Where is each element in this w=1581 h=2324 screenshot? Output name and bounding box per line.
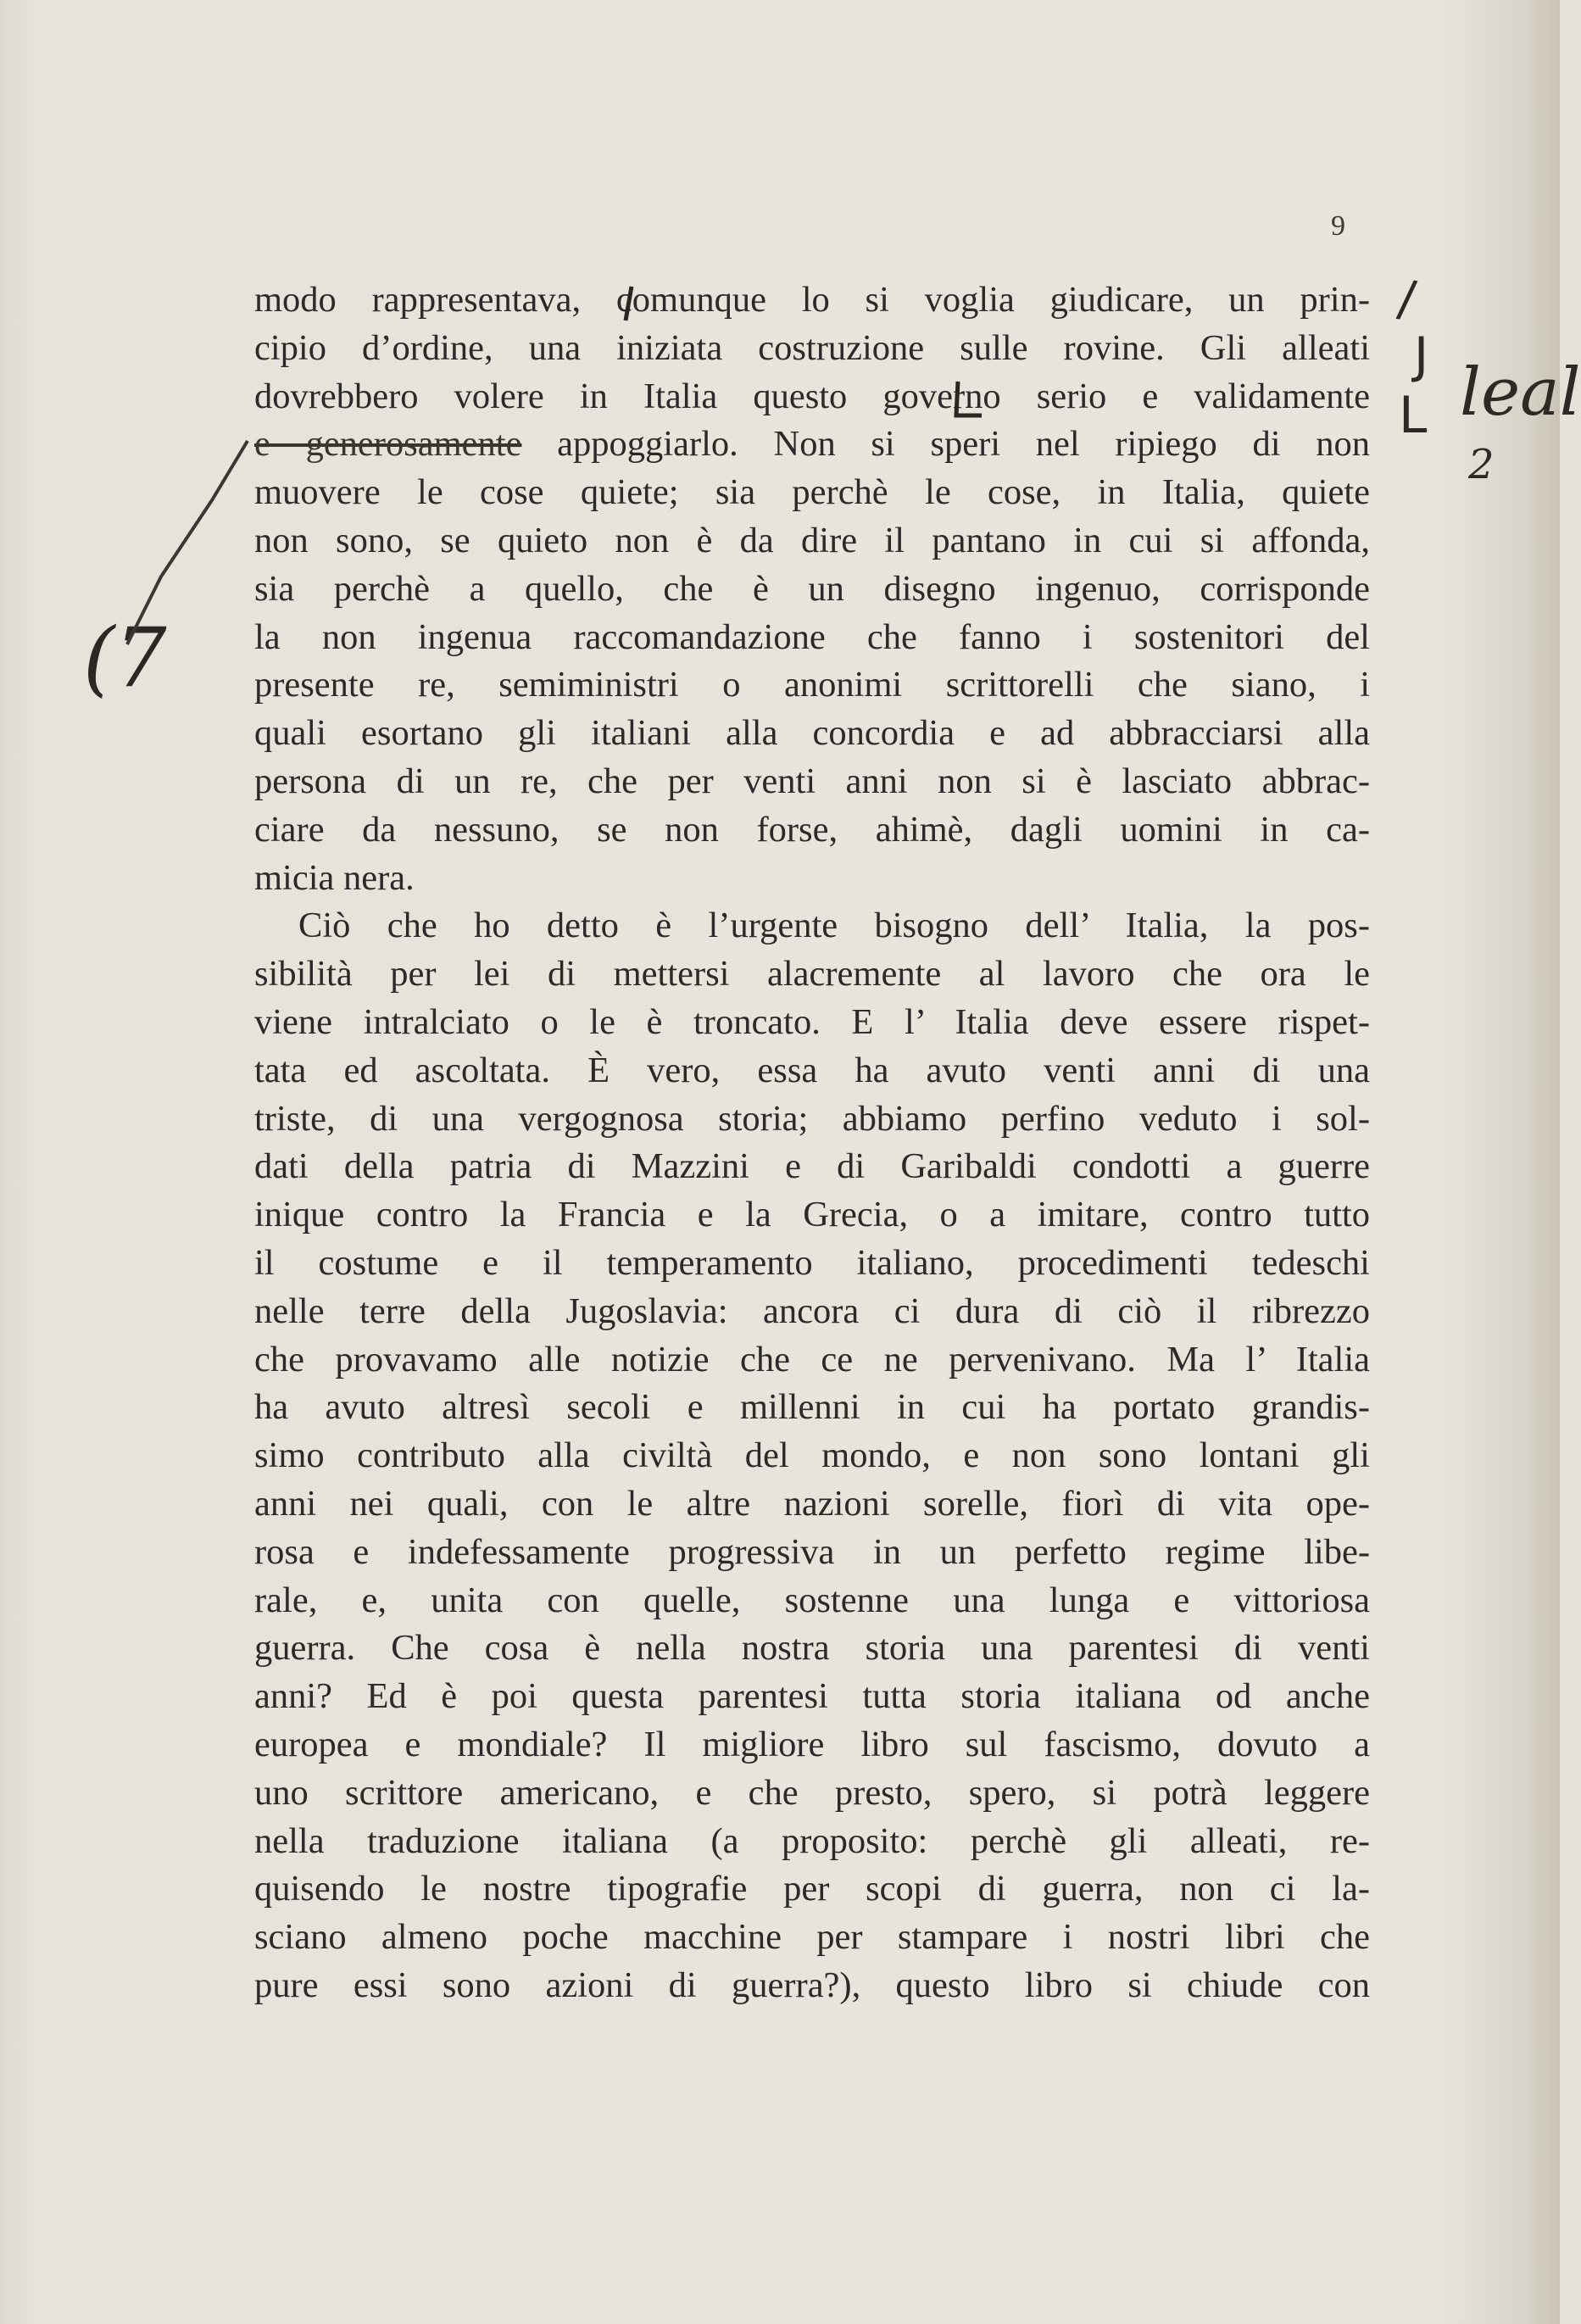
line-text: persona di un re, che per venti anni non si è lasciato abbrac- — [254, 761, 1370, 801]
margin-handwritten-mark: 2 — [1468, 441, 1495, 488]
text-line — [254, 1336, 1370, 1385]
text-line — [254, 1095, 1370, 1144]
text-line — [254, 325, 1370, 373]
line-text: guerra. Che cosa è nella nostra storia una parentesi di venti — [254, 1628, 1370, 1669]
text-line — [254, 806, 1370, 855]
text-line — [254, 1625, 1370, 1673]
line-text: anni? Ed è poi questa parentesi tutta storia italiana od anche — [254, 1676, 1370, 1717]
line-text: il costume e il temperamento italiano, procedimenti tedeschi — [254, 1242, 1370, 1283]
text-line — [254, 1914, 1370, 1962]
text-line — [254, 469, 1370, 517]
line-text: viene intralciato o le è troncato. E l’ Italia deve essere rispet- — [254, 1001, 1370, 1042]
margin-slash-mark: / — [1395, 268, 1420, 329]
text-line — [254, 855, 1370, 903]
text-line — [254, 1529, 1370, 1577]
text-line — [254, 661, 1370, 710]
line-text: muovere le cose quiete; sia perchè le cose, in Italia, quiete — [254, 472, 1370, 513]
text-line — [254, 373, 1370, 421]
text-line — [254, 902, 1370, 950]
text-line — [254, 999, 1370, 1047]
text-line — [254, 1480, 1370, 1529]
line-text: simo contributo alla civiltà del mondo, e non sono lontani gli — [254, 1435, 1370, 1476]
margin-bracket-mark: J — [1414, 326, 1429, 384]
line-text: tata ed ascoltata. È vero, essa ha avuto venti anni di una — [254, 1050, 1370, 1090]
page-number: 9 — [1331, 210, 1345, 242]
text-line — [254, 1432, 1370, 1480]
line-text: europea e mondiale? Il migliore libro sul fascismo, dovuto a — [254, 1724, 1370, 1764]
line-text: la non ingenua raccomandazione che fanno i sostenitori del — [254, 616, 1370, 657]
struck-text: e generosamente — [254, 424, 522, 465]
text-line — [254, 758, 1370, 806]
line-text: appoggiarlo. Non si speri nel ripiego di non — [557, 424, 1371, 465]
line-text: quisendo le nostre tipografie per scopi di guerra, non ci la- — [254, 1869, 1370, 1909]
line-text: nella traduzione italiana (a proposito: perchè gli alleati, re- — [254, 1820, 1370, 1861]
left-margin-handwritten-mark: (7 — [83, 610, 167, 705]
line-text: ha avuto altresì secoli e millenni in cui ha portato grandis- — [254, 1387, 1370, 1428]
text-line — [254, 1865, 1370, 1914]
text-line — [254, 614, 1370, 662]
text-line — [254, 1577, 1370, 1625]
line-text: inique contro la Francia e la Grecia, o a imitare, contro tutto — [254, 1195, 1370, 1235]
text-line — [254, 1143, 1370, 1191]
line-text: Ciò che ho detto è l’urgente bisogno dell’ Italia, la pos- — [298, 906, 1370, 946]
text-line — [254, 1673, 1370, 1721]
line-text: quali esortano gli italiani alla concordia e ad abbracciarsi alla — [254, 713, 1370, 754]
line-text: pure essi sono azioni di guerra?), questo libro si chiude con — [254, 1965, 1370, 2005]
line-text: ciare da nessuno, se non forse, ahimè, dagli uomini in ca- — [254, 809, 1370, 850]
text-line — [254, 710, 1370, 758]
line-text: dovrebbero volere in Italia questo governo serio e validamente — [254, 376, 1370, 416]
line-text: presente re, semiministri o anonimi scrittorelli che siano, i — [254, 665, 1370, 705]
margin-insert-mark: L — [1399, 386, 1428, 445]
text-line — [254, 566, 1370, 614]
text-line — [254, 276, 1370, 325]
line-text: triste, di una vergognosa storia; abbiamo perfino veduto i sol- — [254, 1098, 1370, 1139]
text-line — [254, 1288, 1370, 1336]
line-text: modo rappresentava, comunque lo si voglia giudicare, un prin- — [254, 280, 1370, 320]
line-text: sciano almeno poche macchine per stampare i nostri libri che — [254, 1917, 1370, 1958]
line-text: anni nei quali, con le altre nazioni sorelle, fiorì di vita ope- — [254, 1483, 1370, 1524]
line-text: sibilità per lei di mettersi alacremente al lavoro che ora le — [254, 954, 1370, 995]
line-text: uno scrittore americano, e che presto, spero, si potrà leggere — [254, 1772, 1370, 1813]
text-line — [254, 950, 1370, 999]
text-line — [254, 1047, 1370, 1095]
line-text: rale, e, unita con quelle, sostenne una lunga e vittoriosa — [254, 1580, 1370, 1620]
text-line — [254, 1769, 1370, 1818]
text-line — [254, 1191, 1370, 1240]
text-line — [254, 1721, 1370, 1769]
text-line — [254, 421, 1370, 469]
margin-handwritten-word: leal — [1460, 354, 1581, 431]
line-text: dati della patria di Mazzini e di Garibaldi condotti a guerre — [254, 1146, 1370, 1187]
line-text: nelle terre della Jugoslavia: ancora ci dura di ciò il ribrezzo — [254, 1290, 1370, 1331]
line-text: che provavamo alle notizie che ce ne pervenivano. Ma l’ Italia — [254, 1339, 1370, 1379]
text-line — [254, 1962, 1370, 2010]
line-text: rosa e indefessamente progressiva in un perfetto regime libe- — [254, 1531, 1370, 1572]
line-text: sia perchè a quello, che è un disegno ingenuo, corrisponde — [254, 568, 1370, 609]
line-text: micia nera. — [254, 857, 415, 898]
body-text — [254, 276, 1370, 2010]
line-text: cipio d’ordine, una iniziata costruzione sulle rovine. Gli alleati — [254, 327, 1370, 368]
line-text: non sono, se quieto non è da dire il pantano in cui si affonda, — [254, 520, 1370, 560]
text-line — [254, 517, 1370, 566]
text-line — [254, 1818, 1370, 1866]
text-line — [254, 1384, 1370, 1432]
text-line — [254, 1240, 1370, 1288]
